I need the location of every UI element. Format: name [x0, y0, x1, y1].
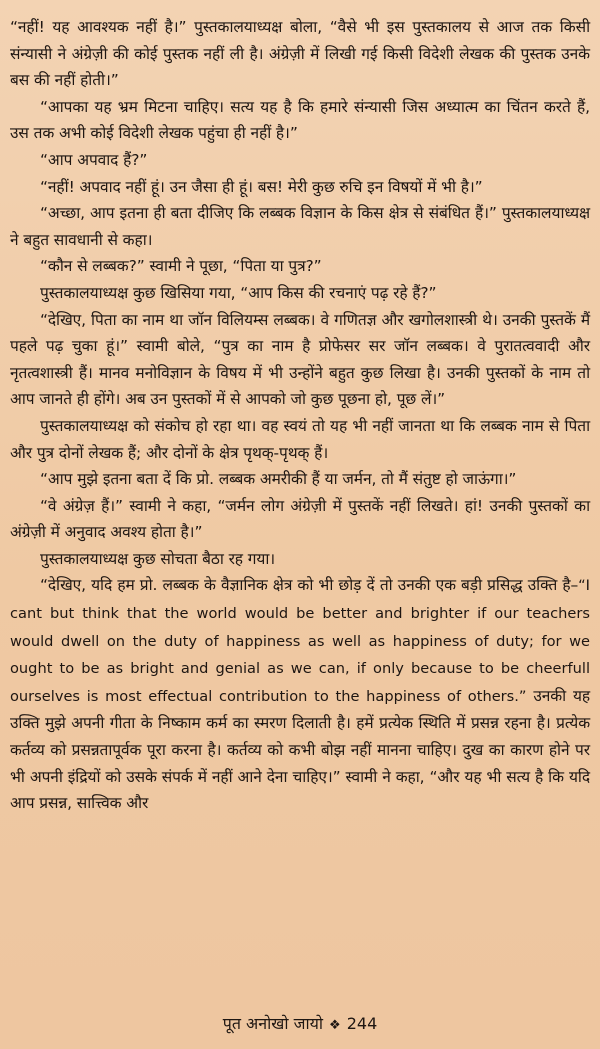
- page-number: 244: [346, 1014, 378, 1033]
- paragraph-13: [10, 572, 590, 816]
- paragraph-5: “अच्छा, आप इतना ही बता दीजिए कि लब्बक विज्ञान के किस क्षेत्र से संबंधित हैं।” पुस्तकालयाध्यक्ष ने बहुत सावधानी से कहा।: [10, 204, 590, 249]
- diamond-ornament-icon: ❖: [329, 1018, 341, 1033]
- paragraph-6: “कौन से लब्बक?” स्वामी ने पूछा, “पिता या पुत्र?”: [40, 257, 322, 276]
- book-title: पूत अनोखो जायो: [222, 1014, 324, 1033]
- paragraph-9: पुस्तकालयाध्यक्ष को संकोच हो रहा था। वह स्वयं तो यह भी नहीं जानता था कि लब्बक नाम से पिता और पुत्र दोनों लेखक हैं; और दोनों के क्षेत्र पृथक्-पृथक् हैं।: [10, 416, 590, 462]
- english-quote: “I cant but think that the world would be better and brighter if our teachers would dwell on the duty of happiness as well as happiness of duty; for we ought to be as bright and genial as we can, if only because to be cheerfull ourselves is most effectual contribution to the happiness of others.”: [10, 577, 590, 705]
- paragraph-4: “नहीं! अपवाद नहीं हूं। उन जैसा ही हूं। बस! मेरी कुछ रुचि इन विषयों में भी है।”: [40, 177, 483, 196]
- paragraph-10: “आप मुझे इतना बता दें कि प्रो. लब्बक अमरीकी हैं या जर्मन, तो मैं संतुष्ट हो जाऊंगा।”: [40, 470, 517, 489]
- page-footer: [0, 1012, 600, 1034]
- quote-tail-text: उनकी यह उक्ति मुझे अपनी गीता के निष्काम कर्म का स्मरण दिलाती है। हमें प्रत्येक स्थिति में प्रसन्न रहना है। प्रत्येक कर्तव्य को प्रसन्नतापूर्वक पूरा करना है। कर्तव्य को कभी बोझ नहीं मानना चाहिए। दुख का कारण होने पर भी अपनी इंद्रियों को उसके संपर्क में नहीं आने देना चाहिए।” स्वामी ने कहा, “और यह भी सत्य है कि यदि आप प्रसन्न, सात्त्विक और: [10, 686, 590, 813]
- paragraph-1: “नहीं! यह आवश्यक नहीं है।” पुस्तकालयाध्यक्ष बोला, “वैसे भी इस पुस्तकालय से आज तक किसी संन्यासी ने अंग्रेज़ी की कोई पुस्तक नहीं ली है। अंग्रेज़ी में लिखी गई किसी विदेशी लेखक की पुस्तक उनके बस की नहीं होती।”: [10, 18, 590, 90]
- paragraph-12: पुस्तकालयाध्यक्ष कुछ सोचता बैठा रह गया।: [40, 549, 276, 568]
- quote-lead-text: “देखिए, यदि हम प्रो. लब्बक के वैज्ञानिक क्षेत्र को भी छोड़ दें तो उनकी एक बड़ी प्रसिद्ध उक्ति है–: [40, 576, 579, 595]
- paragraph-2: “आपका यह भ्रम मिटना चाहिए। सत्य यह है कि हमारे संन्यासी जिस अध्यात्म का चिंतन करते हैं, उस तक अभी कोई विदेशी लेखक पहुंचा ही नहीं है।”: [10, 97, 590, 143]
- paragraph-3: “आप अपवाद हैं?”: [40, 150, 148, 169]
- page-body-text: [10, 14, 590, 817]
- paragraph-7: पुस्तकालयाध्यक्ष कुछ खिसिया गया, “आप किस की रचनाएं पढ़ रहे हैं?”: [40, 283, 437, 302]
- paragraph-11: “वे अंग्रेज़ हैं।” स्वामी ने कहा, “जर्मन लोग अंग्रेज़ी में पुस्तकें नहीं लिखते। हां! उनकी पुस्तकों का अंग्रेज़ी में अनुवाद अवश्य होता है।”: [10, 496, 590, 542]
- paragraph-8: “देखिए, पिता का नाम था जॉन विलियम्स लब्बक। वे गणितज्ञ और खगोलशास्त्री थे। उनकी पुस्तकें मैं पहले पढ़ चुका हूं।” स्वामी बोले, “पुत्र का नाम है प्रोफेसर सर जॉन लब्बक। वे पुरातत्ववादी और नृतत्वशास्त्री हैं। मानव मनोविज्ञान के विषय में भी उन्होंने बहुत कुछ लिखा है। उनकी पुस्तकों के नाम तो आप जानते ही होंगे। अब उन पुस्तकों में से आपको जो कुछ पूछना हो, पूछ लें।”: [10, 310, 590, 409]
